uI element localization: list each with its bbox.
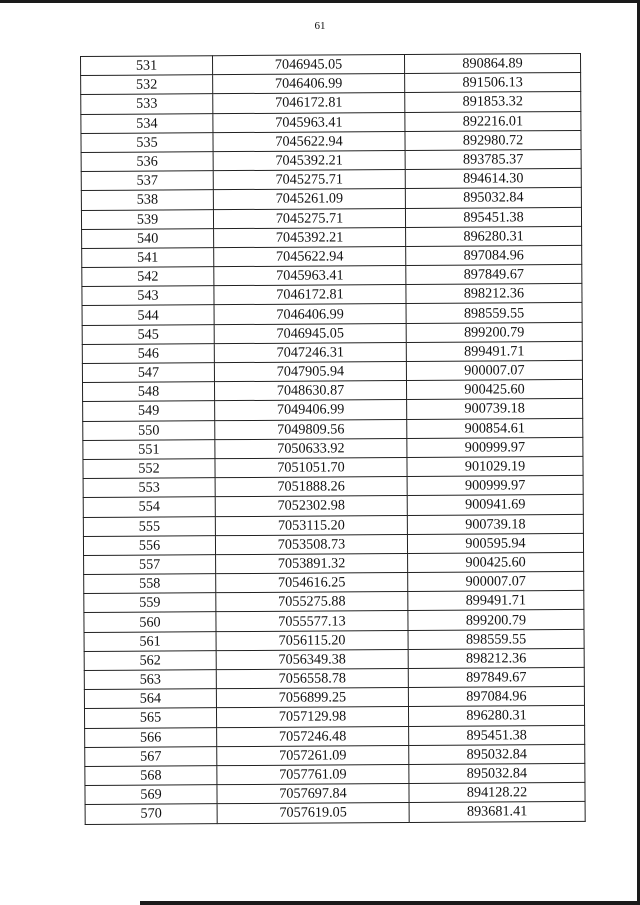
point-number-cell: 555 xyxy=(83,516,215,536)
y-coordinate-cell: 892980.72 xyxy=(405,130,581,150)
y-coordinate-cell: 899200.79 xyxy=(406,322,582,342)
point-number-cell: 552 xyxy=(83,459,215,479)
point-number-cell: 535 xyxy=(81,132,213,152)
x-coordinate-cell: 7051051.70 xyxy=(215,457,407,477)
table-row xyxy=(82,245,582,267)
page-number: 61 xyxy=(314,20,326,32)
x-coordinate-cell: 7045275.71 xyxy=(213,170,405,190)
table-row xyxy=(84,591,584,613)
table-row xyxy=(82,226,582,248)
table-row xyxy=(82,360,582,382)
y-coordinate-cell: 897849.67 xyxy=(406,265,582,285)
table-row xyxy=(84,648,584,670)
x-coordinate-cell: 7049809.56 xyxy=(215,419,407,439)
point-number-cell: 569 xyxy=(85,785,217,805)
x-coordinate-cell: 7056349.38 xyxy=(216,649,408,669)
y-coordinate-cell: 899491.71 xyxy=(408,591,584,611)
point-number-cell: 545 xyxy=(82,324,214,344)
x-coordinate-cell: 7056115.20 xyxy=(216,630,408,650)
x-coordinate-cell: 7049406.99 xyxy=(215,400,407,420)
x-coordinate-cell: 7045963.41 xyxy=(213,112,405,132)
x-coordinate-cell: 7047246.31 xyxy=(214,342,406,362)
y-coordinate-cell: 895032.84 xyxy=(409,744,585,764)
point-number-cell: 568 xyxy=(85,766,217,786)
point-number-cell: 538 xyxy=(81,190,213,210)
table-row xyxy=(83,399,583,421)
x-coordinate-cell: 7057619.05 xyxy=(217,803,409,823)
point-number-cell: 537 xyxy=(81,171,213,191)
x-coordinate-cell: 7056899.25 xyxy=(216,688,408,708)
y-coordinate-cell: 899491.71 xyxy=(406,341,582,361)
table-row xyxy=(85,802,585,824)
x-coordinate-cell: 7045963.41 xyxy=(214,266,406,286)
point-number-cell: 567 xyxy=(85,746,217,766)
y-coordinate-cell: 895032.84 xyxy=(405,188,581,208)
x-coordinate-cell: 7046172.81 xyxy=(213,93,405,113)
point-number-cell: 563 xyxy=(84,670,216,690)
point-number-cell: 556 xyxy=(83,535,215,555)
point-number-cell: 548 xyxy=(82,382,214,402)
x-coordinate-cell: 7054616.25 xyxy=(216,573,408,593)
table-row xyxy=(83,437,583,459)
table-row xyxy=(85,725,585,747)
x-coordinate-cell: 7057261.09 xyxy=(217,745,409,765)
point-number-cell: 539 xyxy=(81,209,213,229)
y-coordinate-cell: 898212.36 xyxy=(408,648,584,668)
x-coordinate-cell: 7045275.71 xyxy=(213,208,405,228)
x-coordinate-cell: 7053115.20 xyxy=(215,515,407,535)
y-coordinate-cell: 900739.18 xyxy=(407,399,583,419)
table-row xyxy=(84,687,584,709)
y-coordinate-cell: 898212.36 xyxy=(406,284,582,304)
y-coordinate-cell: 892216.01 xyxy=(405,111,581,131)
y-coordinate-cell: 894614.30 xyxy=(405,169,581,189)
point-number-cell: 561 xyxy=(84,631,216,651)
table-row xyxy=(84,610,584,632)
point-number-cell: 542 xyxy=(82,267,214,287)
y-coordinate-cell: 900941.69 xyxy=(407,495,583,515)
x-coordinate-cell: 7047905.94 xyxy=(214,362,406,382)
point-number-cell: 565 xyxy=(84,708,216,728)
table-row xyxy=(84,706,584,728)
x-coordinate-cell: 7046406.99 xyxy=(214,304,406,324)
y-coordinate-cell: 891506.13 xyxy=(405,73,581,93)
scan-border-top xyxy=(0,0,640,3)
table-row xyxy=(83,418,583,440)
scan-border-bottom xyxy=(140,901,640,905)
point-number-cell: 562 xyxy=(84,650,216,670)
x-coordinate-cell: 7048630.87 xyxy=(214,381,406,401)
x-coordinate-cell: 7050633.92 xyxy=(215,438,407,458)
point-number-cell: 549 xyxy=(83,401,215,421)
y-coordinate-cell: 890864.89 xyxy=(404,53,580,73)
table-row xyxy=(82,303,582,325)
y-coordinate-cell: 891853.32 xyxy=(405,92,581,112)
point-number-cell: 543 xyxy=(82,286,214,306)
x-coordinate-cell: 7051888.26 xyxy=(215,477,407,497)
y-coordinate-cell: 900007.07 xyxy=(408,571,584,591)
x-coordinate-cell: 7053508.73 xyxy=(215,534,407,554)
y-coordinate-cell: 897084.96 xyxy=(408,687,584,707)
x-coordinate-cell: 7045392.21 xyxy=(214,227,406,247)
y-coordinate-cell: 900007.07 xyxy=(406,360,582,380)
point-number-cell: 544 xyxy=(82,305,214,325)
y-coordinate-cell: 900595.94 xyxy=(407,533,583,553)
point-number-cell: 557 xyxy=(84,555,216,575)
table-row xyxy=(84,629,584,651)
point-number-cell: 559 xyxy=(84,593,216,613)
point-number-cell: 541 xyxy=(82,248,214,268)
point-number-cell: 560 xyxy=(84,612,216,632)
point-number-cell: 566 xyxy=(85,727,217,747)
table-row xyxy=(81,53,581,75)
y-coordinate-cell: 898559.55 xyxy=(406,303,582,323)
y-coordinate-cell: 900425.60 xyxy=(406,380,582,400)
table-row xyxy=(83,533,583,555)
y-coordinate-cell: 900739.18 xyxy=(407,514,583,534)
x-coordinate-cell: 7046945.05 xyxy=(213,55,405,75)
point-number-cell: 553 xyxy=(83,478,215,498)
table-row xyxy=(81,130,581,152)
point-number-cell: 554 xyxy=(83,497,215,517)
y-coordinate-cell: 899200.79 xyxy=(408,610,584,630)
table-row xyxy=(81,73,581,95)
x-coordinate-cell: 7045622.94 xyxy=(214,246,406,266)
y-coordinate-cell: 897084.96 xyxy=(406,245,582,265)
table-row xyxy=(85,783,585,805)
table-row xyxy=(82,341,582,363)
point-number-cell: 534 xyxy=(81,113,213,133)
table-row xyxy=(83,495,583,517)
y-coordinate-cell: 896280.31 xyxy=(408,706,584,726)
table-row xyxy=(84,667,584,689)
table-row xyxy=(82,265,582,287)
x-coordinate-cell: 7046172.81 xyxy=(214,285,406,305)
x-coordinate-cell: 7052302.98 xyxy=(215,496,407,516)
x-coordinate-cell: 7045622.94 xyxy=(213,131,405,151)
point-number-cell: 531 xyxy=(81,56,213,76)
y-coordinate-cell: 900425.60 xyxy=(408,552,584,572)
point-number-cell: 546 xyxy=(82,343,214,363)
point-number-cell: 550 xyxy=(83,420,215,440)
table-row xyxy=(81,92,581,114)
point-number-cell: 540 xyxy=(82,228,214,248)
point-number-cell: 547 xyxy=(82,363,214,383)
y-coordinate-cell: 900999.97 xyxy=(407,476,583,496)
y-coordinate-cell: 900854.61 xyxy=(407,418,583,438)
point-number-cell: 551 xyxy=(83,439,215,459)
y-coordinate-cell: 893681.41 xyxy=(409,802,585,822)
point-number-cell: 564 xyxy=(84,689,216,709)
x-coordinate-cell: 7057761.09 xyxy=(217,764,409,784)
y-coordinate-cell: 900999.97 xyxy=(407,437,583,457)
table-row xyxy=(85,763,585,785)
y-coordinate-cell: 895032.84 xyxy=(409,763,585,783)
table-row xyxy=(81,111,581,133)
y-coordinate-cell: 896280.31 xyxy=(406,226,582,246)
table-row xyxy=(81,188,581,210)
table-row xyxy=(84,571,584,593)
x-coordinate-cell: 7057246.48 xyxy=(217,726,409,746)
y-coordinate-cell: 901029.19 xyxy=(407,456,583,476)
table-row xyxy=(83,476,583,498)
x-coordinate-cell: 7057697.84 xyxy=(217,784,409,804)
table-row xyxy=(83,514,583,536)
x-coordinate-cell: 7055275.88 xyxy=(216,592,408,612)
table-row xyxy=(85,744,585,766)
x-coordinate-cell: 7046406.99 xyxy=(213,74,405,94)
x-coordinate-cell: 7056558.78 xyxy=(216,669,408,689)
table-row xyxy=(81,169,581,191)
x-coordinate-cell: 7053891.32 xyxy=(216,553,408,573)
y-coordinate-cell: 894128.22 xyxy=(409,783,585,803)
x-coordinate-cell: 7055577.13 xyxy=(216,611,408,631)
y-coordinate-cell: 893785.37 xyxy=(405,149,581,169)
y-coordinate-cell: 895451.38 xyxy=(405,207,581,227)
x-coordinate-cell: 7046945.05 xyxy=(214,323,406,343)
table-row xyxy=(81,149,581,171)
y-coordinate-cell: 898559.55 xyxy=(408,629,584,649)
point-number-cell: 533 xyxy=(81,94,213,114)
y-coordinate-cell: 897849.67 xyxy=(408,667,584,687)
point-number-cell: 536 xyxy=(81,152,213,172)
table-row xyxy=(83,456,583,478)
table-row xyxy=(82,322,582,344)
table-row xyxy=(82,284,582,306)
y-coordinate-cell: 895451.38 xyxy=(409,725,585,745)
x-coordinate-cell: 7057129.98 xyxy=(216,707,408,727)
x-coordinate-cell: 7045261.09 xyxy=(213,189,405,209)
table-row xyxy=(84,552,584,574)
coordinates-table xyxy=(80,53,586,825)
coordinates-table-body xyxy=(81,53,586,824)
table-row xyxy=(82,380,582,402)
point-number-cell: 558 xyxy=(84,574,216,594)
point-number-cell: 532 xyxy=(81,75,213,95)
point-number-cell: 570 xyxy=(85,804,217,824)
x-coordinate-cell: 7045392.21 xyxy=(213,150,405,170)
table-row xyxy=(81,207,581,229)
